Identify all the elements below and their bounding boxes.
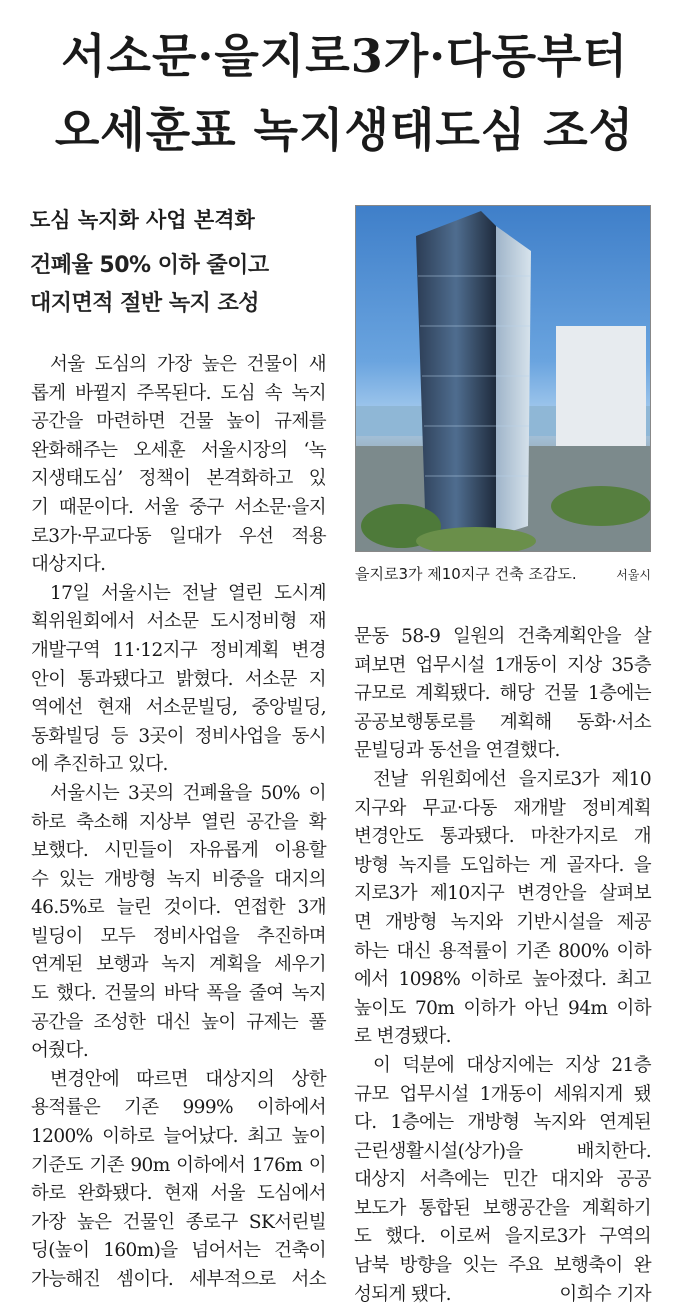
article-line: 딩(높이 160m)을 넘어서는 건축이 [31,1240,326,1262]
article-line: 용적률은 기존 999% 이하에서 [31,1097,326,1119]
article-line: 규모로 계획됐다. 해당 건물 1층에는 [354,683,651,705]
article-line: 면 개방형 녹지와 기반시설을 제공 [354,911,651,933]
article-line: 기 때문이다. 서울 중구 서소문·을지 [31,496,326,518]
article-line: 로3가·무교다동 일대가 우선 적용 [31,525,326,547]
article-line: 펴보면 업무시설 1개동이 지상 35층 [354,654,651,676]
article-line: 공간을 마련하면 건물 높이 규제를 [31,411,326,433]
building-rendering-photo [355,205,651,552]
article-line: 안이 통과됐다고 밝혔다. 서소문 지 [31,668,326,690]
article-line: 근린생활시설(상가)을 배치한다. [354,1140,651,1162]
article-line: 서울시는 3곳의 건폐율을 50% 이 [50,782,326,804]
article-line: 에서 1098% 이하로 높아졌다. 최고 [354,969,651,991]
article-line: 하는 대신 용적률이 기존 800% 이하 [354,940,651,962]
article-line: 규모 업무시설 1개동이 세워지게 됐 [354,1083,651,1105]
article-line: 가장 높은 건물인 종로구 SK서린빌 [31,1211,326,1233]
article-line: 연계된 보행과 녹지 계획을 세우기 [31,954,326,976]
article-line: 방형 녹지를 도입하는 게 골자다. 을 [354,854,651,876]
article-line: 개발구역 11·12지구 정비계획 변경 [31,639,326,661]
article-line [354,1281,651,1310]
article-line: 지생태도심’ 정책이 본격화하고 있 [31,468,326,490]
article-line: 가능해진 셈이다. 세부적으로 서소 [31,1269,326,1290]
article-line: 하로 완화됐다. 현재 서울 도심에서 [31,1183,326,1205]
article-line: 지구와 무교·다동 재개발 정비계획 [354,797,651,819]
article-line: 대상지다. [31,554,106,576]
article-line: 어줬다. [31,1040,89,1062]
article-line: 전날 위원회에선 을지로3가 제10 [373,768,651,790]
article-line: 공간을 조성한 대신 높이 규제는 풀 [31,1011,326,1033]
article-line: 동화빌딩 등 3곳이 정비사업을 동시 [31,725,326,747]
article-line: 기준도 기존 90m 이하에서 176m 이 [31,1154,326,1176]
byline: 이희수 기자 [559,1283,651,1305]
article-line: 도 했다. 건물의 바닥 폭을 줄여 녹지 [31,983,326,1005]
article-column-right [354,623,651,1309]
article-line: 에 추진하고 있다. [31,754,168,776]
article-line: 보도가 통합된 보행공간을 계획하기 [354,1197,651,1219]
article-line: 도 했다. 이로써 을지로3가 구역의 [354,1226,651,1248]
article-line: 문빌딩과 동선을 연결했다. [354,740,560,762]
article-line: 완화해주는 오세훈 서울시장의 ‘녹 [31,439,326,461]
photo-credit: 서울시 [616,568,651,582]
article-line: 빌딩이 모두 정비사업을 추진하며 [31,925,326,947]
article-line: 46.5%로 늘린 것이다. 연접한 3개 [31,897,326,919]
article-line: 획위원회에서 서소문 도시정비형 재 [31,611,326,633]
kicker: 도심 녹지화 사업 본격화 [30,208,255,232]
article-line: 서울 도심의 가장 높은 건물이 새 [50,354,326,375]
article-line: 역에선 현재 서소문빌딩, 중앙빌딩, [31,697,326,719]
article-line: 롭게 바뀔지 주목된다. 도심 속 녹지 [31,382,326,404]
article-line: 1200% 이하로 늘어났다. 최고 높이 [31,1126,326,1148]
subhead-1: 건폐율 50% 이하 줄이고 [30,253,269,278]
article-line: 변경안에 따르면 대상지의 상한 [50,1068,326,1090]
article-line: 하로 축소해 지상부 열린 공간을 확 [31,811,326,833]
article-line: 공공보행통로를 계획해 동화·서소 [354,711,651,733]
article-line: 다. 1층에는 개방형 녹지와 연계된 [354,1112,651,1134]
article-line: 로 변경됐다. [354,1026,451,1048]
headline-line-2: 오세훈표 녹지생태도심 조성 [54,103,635,157]
article-column-left [31,351,326,1295]
article-line: 17일 서울시는 전날 열린 도시계 [50,582,326,604]
article-line: 지로3가 제10지구 변경안을 살펴보 [354,883,651,905]
article-line: 남북 방향을 잇는 주요 보행축이 완 [354,1255,651,1277]
article-line: 높이도 70m 이하가 아닌 94m 이하 [354,997,651,1019]
photo-caption: 을지로3가 제10지구 건축 조감도. [355,565,577,583]
article-line: 대상지 서측에는 민간 대지와 공공 [354,1169,651,1191]
article-line: 이 덕분에 대상지에는 지상 21층 [373,1054,651,1076]
article-line: 변경안도 통과됐다. 마찬가지로 개 [354,826,651,848]
photo-caption-row [355,563,651,584]
building-illustration [356,206,651,552]
article-line: 수 있는 개방형 녹지 비중을 대지의 [31,868,326,890]
article-line-text: 성되게 됐다. [354,1283,451,1305]
subhead-2: 대지면적 절반 녹지 조성 [30,291,259,316]
headline-line-1: 서소문·을지로3가·다동부터 [61,29,628,83]
article-line: 보했다. 시민들이 자유롭게 이용할 [31,840,326,862]
article-line: 문동 58-9 일원의 건축계획안을 살 [354,626,651,647]
